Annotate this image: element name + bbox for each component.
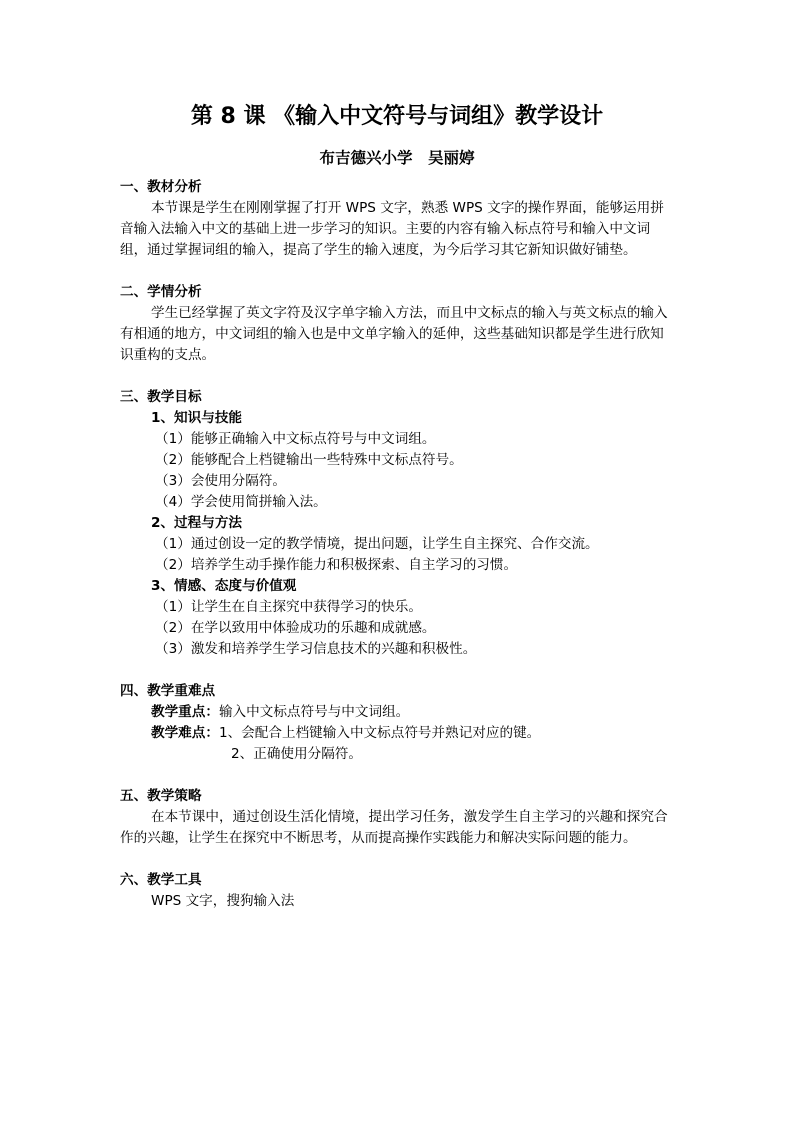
section-heading-key-points: 四、教学重难点 — [120, 683, 216, 699]
goal-group-title: 1、知识与技能 — [151, 410, 243, 426]
tools-text: WPS 文字，搜狗输入法 — [151, 893, 295, 909]
section-heading-tools: 六、教学工具 — [120, 872, 202, 888]
strategy-paragraph: 在本节课中，通过创设生活化情境，提出学习任务，激发学生自主学习的兴趣和探究合作的兴趣，让学生在探究中不断思考，从而提高操作实践能力和解决实际问题的能力。 — [120, 809, 668, 846]
document-title: 第 8 课 《输入中文符号与词组》教学设计 — [190, 104, 604, 129]
goal-item: （1）让学生在自主探究中获得学习的快乐。 — [155, 599, 422, 615]
material-analysis-paragraph: 本节课是学生在刚刚掌握了打开 WPS 文字，熟悉 WPS 文字的操作界面，能够运用拼音输入法输入中文的基础上进一步学习的知识。主要的内容有输入标点符号和输入中文词组，通过掌握词组的输入，提高了学生的输入速度，为今后学习其它新知识做好铺垫。 — [120, 200, 664, 258]
key-point-line — [120, 702, 676, 723]
goal-item: （4）学会使用简拼输入法。 — [155, 494, 327, 510]
goal-item: （3）激发和培养学生学习信息技术的兴趣和积极性。 — [155, 641, 477, 657]
section-heading-strategy: 五、教学策略 — [120, 788, 202, 804]
key-point-label: 教学重点： — [151, 704, 219, 720]
goal-group-title: 2、过程与方法 — [151, 515, 243, 531]
difficulty-text-1: 1、会配合上档键输入中文标点符号并熟记对应的键。 — [218, 725, 541, 741]
document-body — [120, 177, 676, 912]
section-heading-material-analysis: 一、教材分析 — [120, 179, 202, 195]
difficulty-label: 教学难点： — [151, 725, 219, 741]
difficulty-line — [120, 723, 676, 744]
difficulty-text-2: 2、正确使用分隔符。 — [231, 746, 362, 762]
goal-item: （1）通过创设一定的教学情境，提出问题，让学生自主探究、合作交流。 — [155, 536, 599, 552]
student-analysis-paragraph: 学生已经掌握了英文字符及汉字单字输入方法，而且中文标点的输入与英文标点的输入有相通的地方，中文词组的输入也是中文单字输入的延伸，这些基础知识都是学生进行欣知识重构的支点。 — [120, 305, 668, 363]
goal-item: （3）会使用分隔符。 — [155, 473, 286, 489]
goal-item: （2）培养学生动手操作能力和积极探索、自主学习的习惯。 — [155, 557, 518, 573]
goal-item: （1）能够正确输入中文标点符号与中文词组。 — [155, 431, 436, 447]
goal-item: （2）能够配合上档键输出一些特殊中文标点符号。 — [155, 452, 463, 468]
section-heading-teaching-goals: 三、教学目标 — [120, 389, 202, 405]
key-point-text: 输入中文标点符号与中文词组。 — [218, 704, 410, 720]
goal-group-title: 3、情感、态度与价值观 — [151, 578, 297, 594]
section-heading-student-analysis: 二、学情分析 — [120, 284, 202, 300]
goal-item: （2）在学以致用中体验成功的乐趣和成就感。 — [155, 620, 436, 636]
author-line: 布吉德兴小学 吴丽婷 — [319, 148, 475, 167]
